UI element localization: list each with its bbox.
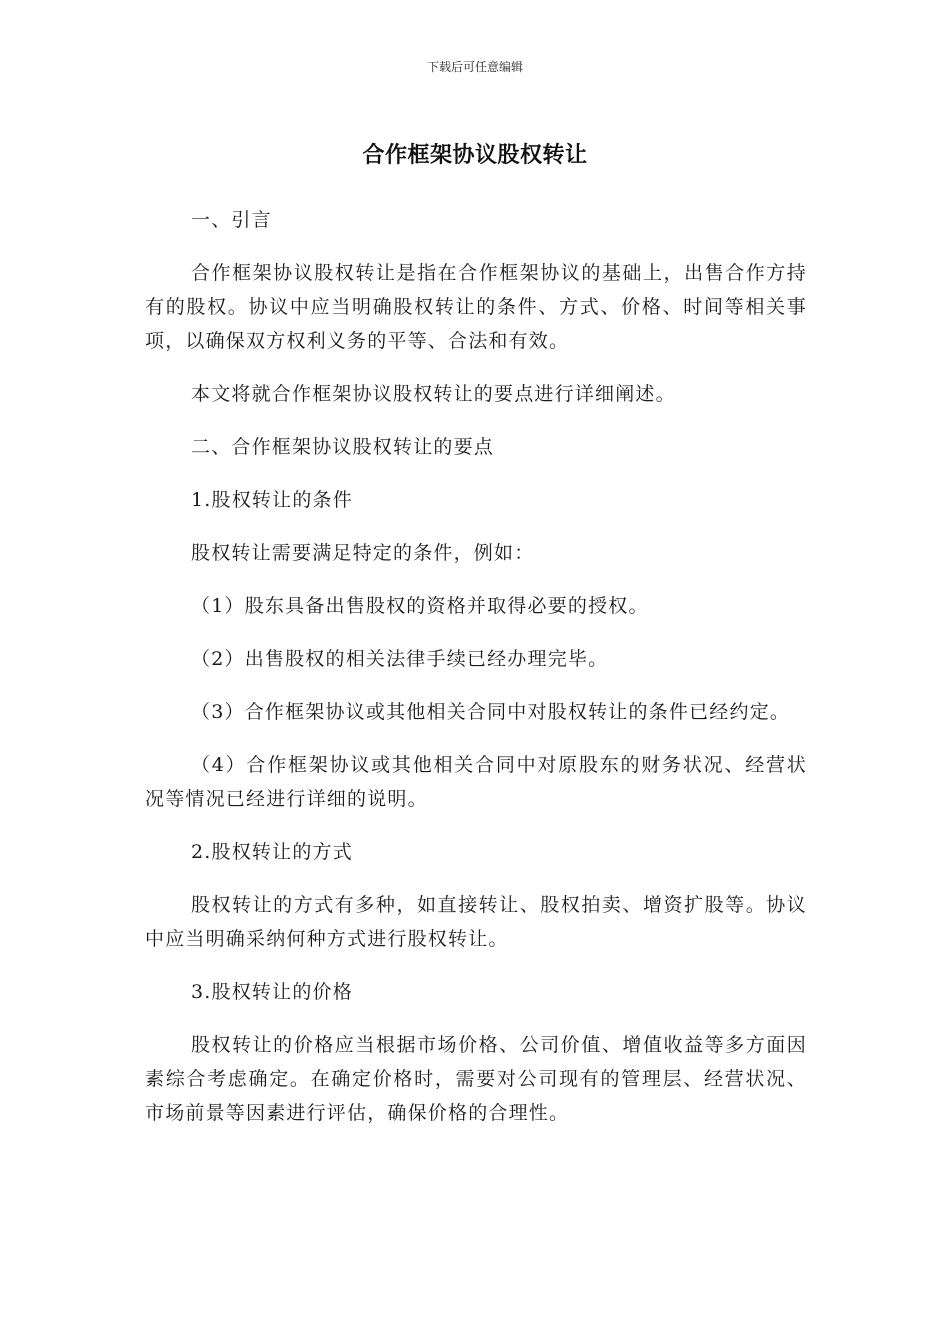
list-item: （1）股东具备出售股权的资格并取得必要的授权。 bbox=[191, 595, 649, 617]
body-paragraph: 股权转让需要满足特定的条件，例如： bbox=[191, 542, 535, 564]
body-paragraph: 股权转让的价格应当根据市场价格、公司价值、增值收益等多方面因素综合考虑确定。在确定价格时，需要对公司现有的管理层、经营状况、市场前景等因素进行评估，确保价格的合理性。 bbox=[145, 1034, 807, 1124]
section-heading-key-points: 二、合作框架协议股权转让的要点 bbox=[191, 436, 495, 458]
list-item: （3）合作框架协议或其他相关合同中对股权转让的条件已经约定。 bbox=[191, 701, 791, 723]
body-paragraph: 本文将就合作框架协议股权转让的要点进行详细阐述。 bbox=[191, 383, 676, 405]
list-item: （2）出售股权的相关法律手续已经办理完毕。 bbox=[191, 648, 609, 670]
subsection-heading-method: 2.股权转让的方式 bbox=[191, 841, 353, 863]
subsection-heading-conditions: 1.股权转让的条件 bbox=[191, 489, 353, 511]
subsection-heading-price: 3.股权转让的价格 bbox=[191, 981, 353, 1003]
section-heading-intro: 一、引言 bbox=[191, 209, 272, 231]
header-note: 下载后可任意编辑 bbox=[426, 60, 523, 74]
body-paragraph: 合作框架协议股权转让是指在合作框架协议的基础上，出售合作方持有的股权。协议中应当明确股权转让的条件、方式、价格、时间等相关事项，以确保双方权利义务的平等、合法和有效。 bbox=[145, 262, 807, 352]
body-paragraph: 股权转让的方式有多种，如直接转让、股权拍卖、增资扩股等。协议中应当明确采纳何种方式进行股权转让。 bbox=[145, 894, 807, 950]
document-title: 合作框架协议股权转让 bbox=[362, 143, 588, 168]
list-item: （4）合作框架协议或其他相关合同中对原股东的财务状况、经营状况等情况已经进行详细的说明。 bbox=[145, 754, 807, 810]
document-body bbox=[145, 203, 807, 1149]
